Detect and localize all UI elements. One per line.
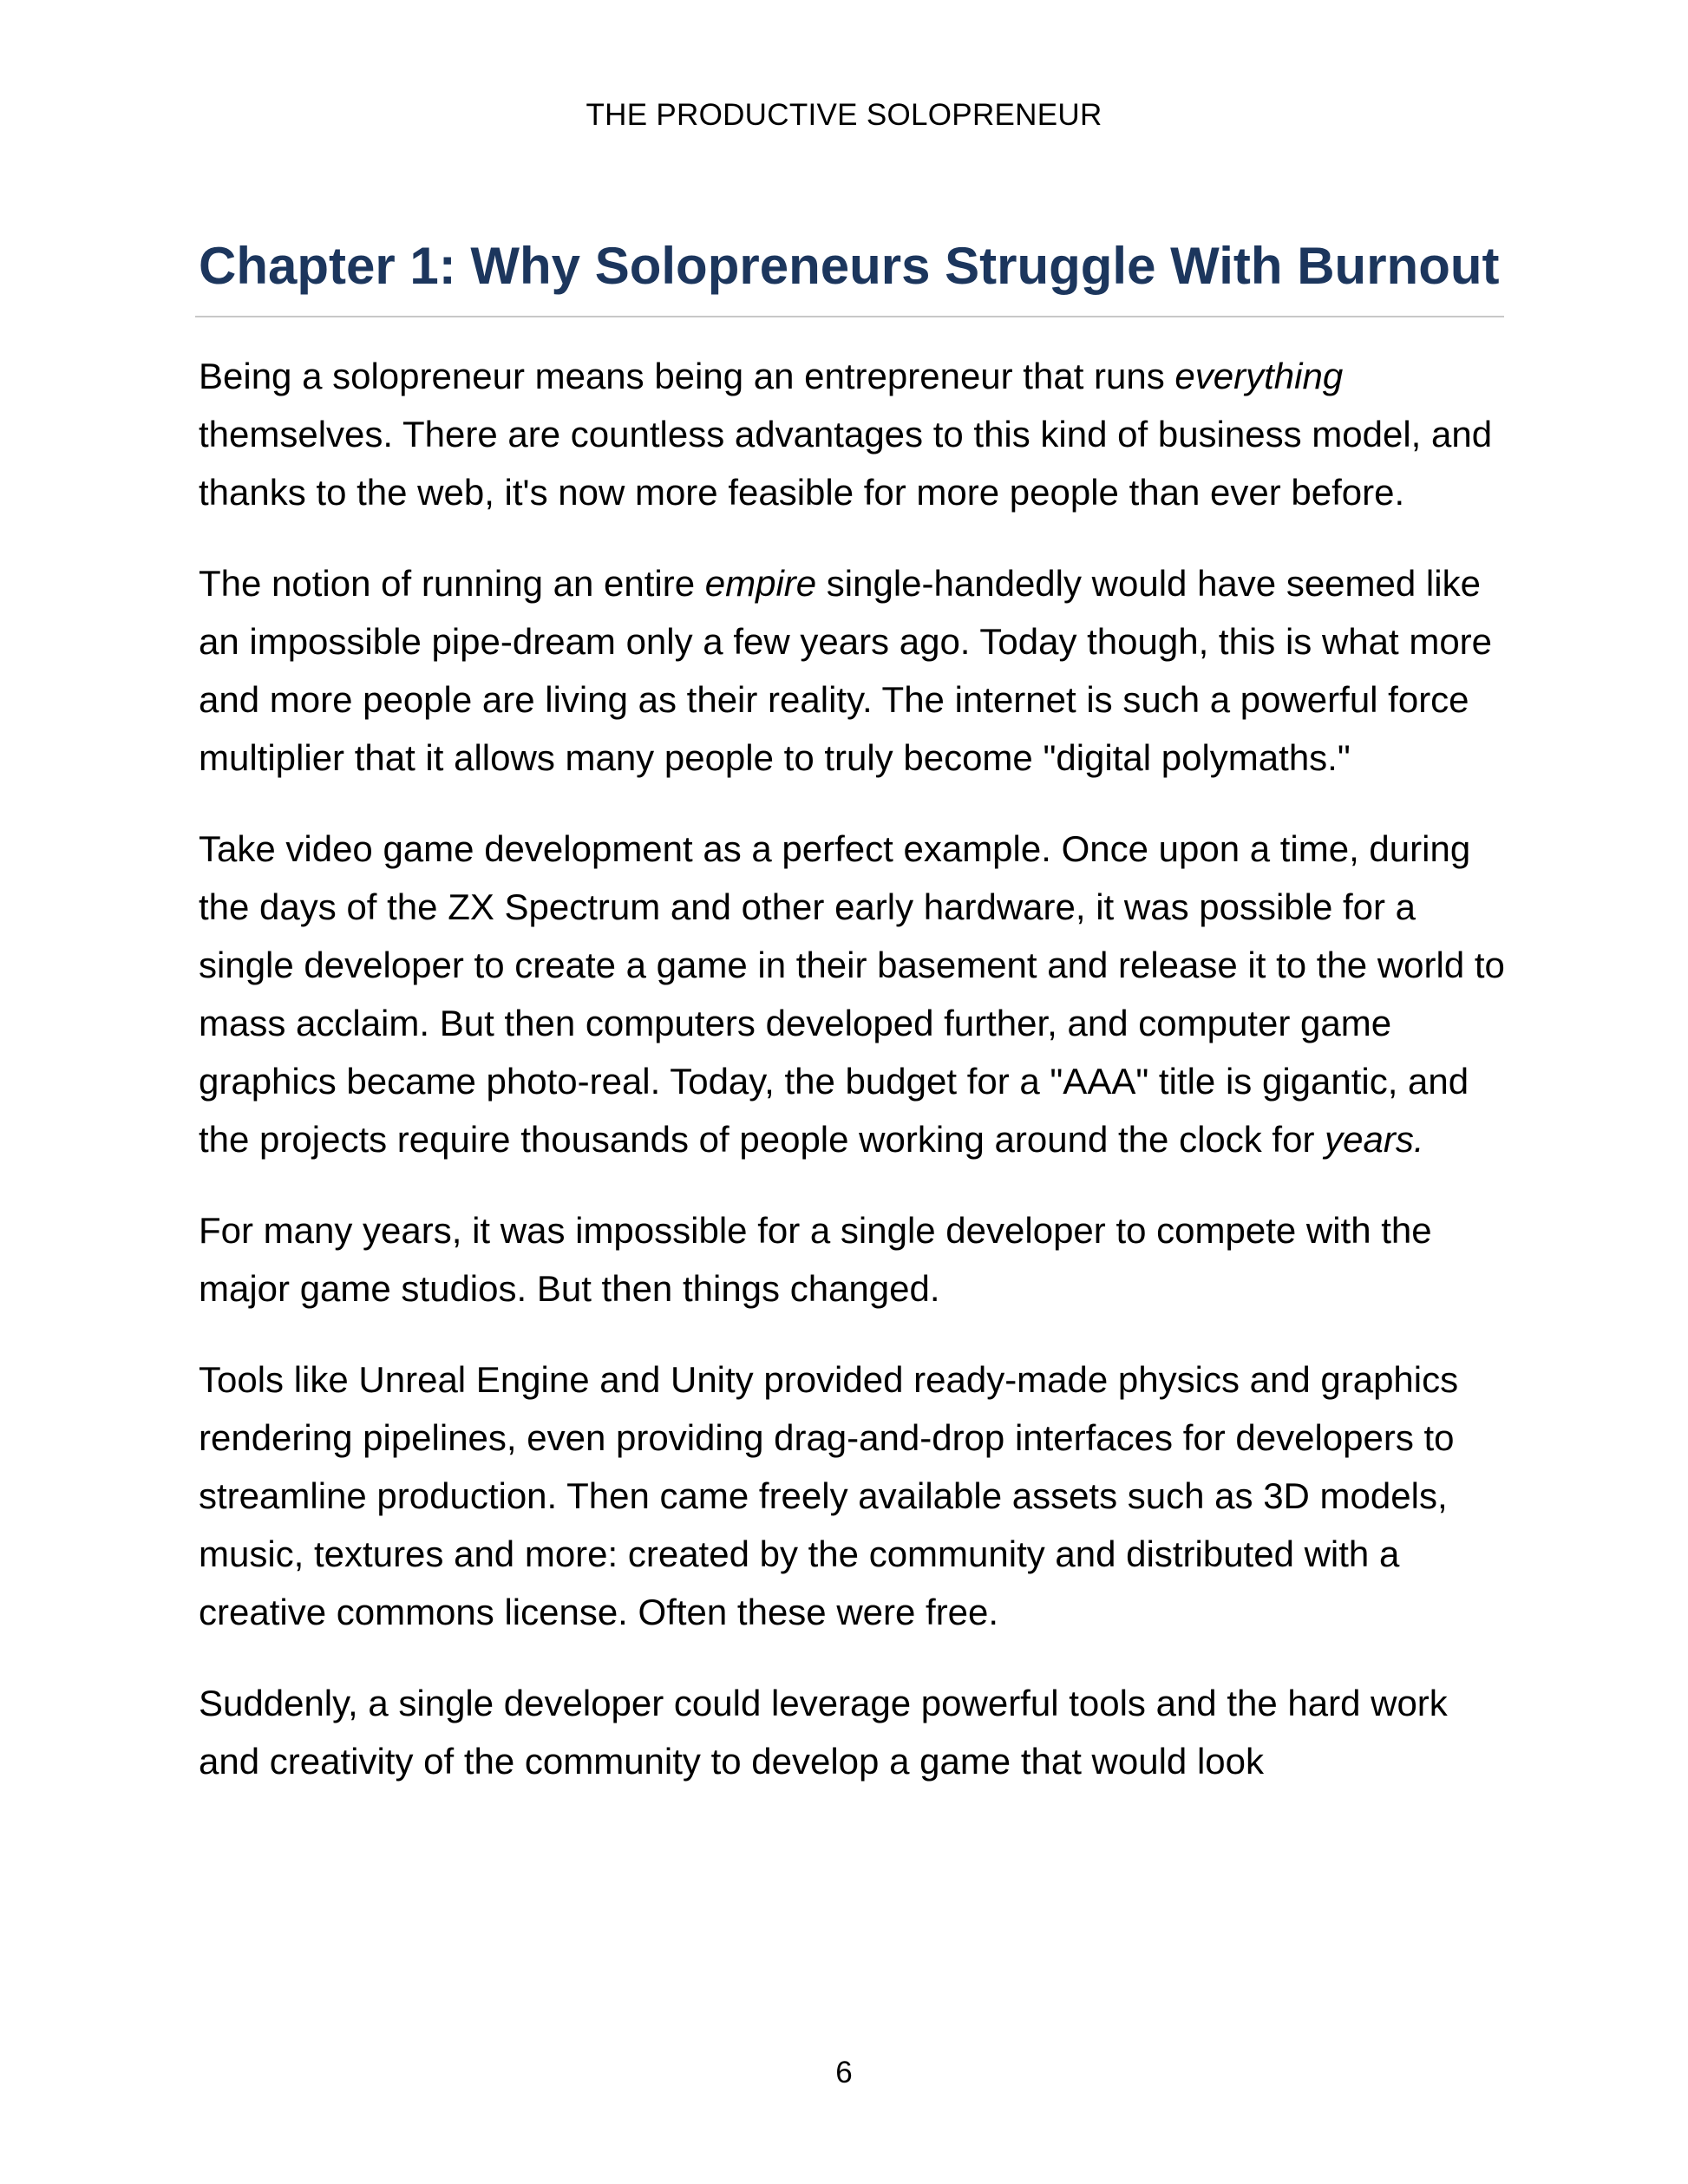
paragraph	[199, 554, 1508, 787]
paragraph-text: themselves. There are countless advantages to this kind of business model, and thanks to the web, it's now more feasible for more people than ever before.	[199, 414, 1493, 513]
paragraph: For many years, it was impossible for a single developer to compete with the major game studios. But then things changed.	[199, 1210, 1432, 1309]
paragraph-text: Being a solopreneur means being an entrepreneur that runs	[199, 356, 1175, 396]
running-header: THE PRODUCTIVE SOLOPRENEUR	[586, 98, 1102, 132]
paragraph-text: single-handedly would have seemed like an impossible pipe-dream only a few years ago. Today though, this is what more and more people are living as their reality. The internet is such a powerful force multiplier that it allows many people to truly become "digital polymaths."	[199, 563, 1493, 778]
paragraph	[199, 820, 1508, 1168]
emphasis-text: empire	[704, 563, 817, 604]
body-text	[199, 347, 1508, 1823]
paragraph	[199, 347, 1508, 521]
heading-divider	[195, 316, 1504, 317]
paragraph: Tools like Unreal Engine and Unity provided ready-made physics and graphics rendering pipelines, even providing drag-and-drop interfaces for developers to streamline production. Then came freely available assets such as 3D models, music, textures and more: created by the community and distributed with a creative commons license. Often these were free.	[199, 1359, 1459, 1632]
paragraph-text: Take video game development as a perfect example. Once upon a time, during the days of the ZX Spectrum and other early hardware, it was possible for a single developer to create a game in their basement and release it to the world to mass acclaim. But then computers developed further, and computer game graphics became photo-real. Today, the budget for a "AAA" title is gigantic, and the projects require thousands of people working around the clock for	[199, 828, 1505, 1160]
emphasis-text: years.	[1325, 1119, 1424, 1160]
paragraph: Suddenly, a single developer could leverage powerful tools and the hard work and creativity of the community to develop a game that would look	[199, 1683, 1448, 1782]
chapter-title: Chapter 1: Why Solopreneurs Struggle With Burnout	[199, 237, 1500, 295]
emphasis-text: everything	[1174, 356, 1344, 396]
paragraph-text: The notion of running an entire	[199, 563, 705, 604]
page-number: 6	[835, 2056, 853, 2089]
